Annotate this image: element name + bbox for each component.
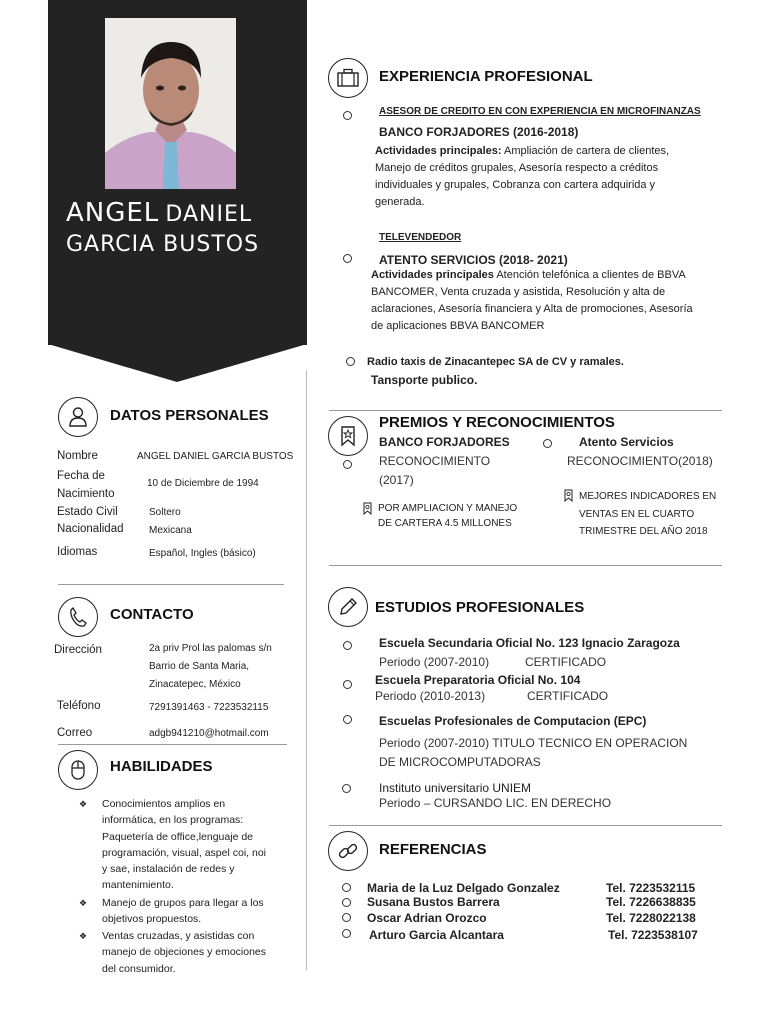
award-badge-icon bbox=[564, 489, 573, 507]
diamond-bullet-icon: ❖ bbox=[79, 799, 88, 809]
bullet-icon bbox=[343, 460, 352, 469]
study-period: Periodo (2010-2013) bbox=[375, 689, 486, 703]
skill-text: Ventas cruzadas, y asistidas con manejo de objeciones y emociones del consumidor. bbox=[102, 930, 267, 975]
email-value[interactable]: adgb941210@hotmail.com bbox=[149, 728, 269, 739]
bullet-icon bbox=[343, 254, 352, 263]
skill-text: Conocimientos amplios en informática, en los programas: Paquetería de office,lenguaje de programación, visual, aspel coi, noi y sae, instalación de redes y mantenimiento. bbox=[102, 798, 267, 892]
birth-value: 10 de Diciembre de 1994 bbox=[147, 478, 259, 489]
person-icon bbox=[58, 397, 98, 437]
skill-item bbox=[79, 796, 274, 894]
study-period: DE MICROCOMPUTADORAS bbox=[379, 755, 541, 769]
languages-label: Idiomas bbox=[57, 546, 98, 558]
references-title: REFERENCIAS bbox=[379, 841, 487, 858]
phone-icon bbox=[58, 597, 98, 637]
name-line-1 bbox=[66, 198, 252, 228]
banner-tip bbox=[48, 344, 307, 382]
diamond-bullet-icon: ❖ bbox=[79, 931, 88, 941]
school-name: Escuelas Profesionales de Computacion (EPC) bbox=[379, 714, 647, 728]
job-activities bbox=[371, 267, 706, 335]
reference-name: Susana Bustos Barrera bbox=[367, 895, 500, 909]
nationality-label: Nacionalidad bbox=[57, 523, 124, 535]
award-icon bbox=[328, 416, 368, 456]
job-detail: Tansporte publico. bbox=[371, 373, 478, 387]
birth-label-2: Nacimiento bbox=[57, 488, 115, 500]
award-desc: POR AMPLIACION Y MANEJO DE CARTERA 4.5 MILLONES bbox=[378, 503, 518, 529]
experience-title: EXPERIENCIA PROFESIONAL bbox=[379, 68, 593, 85]
skills-title: HABILIDADES bbox=[110, 758, 213, 775]
activities-text: Atención telefónica a clientes de BBVA BANCOMER, Venta cruzada y asistida, Resolución y alta de aclaraciones, Asesoría financiera y Alta de promociones, Asesoría de aplicaciones BBVA BANCOMER bbox=[371, 269, 693, 332]
study-period: Periodo – CURSANDO LIC. EN DERECHO bbox=[379, 796, 612, 810]
job-company: ATENTO SERVICIOS (2018- 2021) bbox=[379, 253, 568, 267]
mouse-icon bbox=[58, 750, 98, 790]
study-result: CERTIFICADO bbox=[527, 689, 609, 703]
bullet-icon bbox=[343, 641, 352, 650]
studies-title: ESTUDIOS PROFESIONALES bbox=[375, 599, 585, 616]
school-name: Escuela Secundaria Oficial No. 123 Ignacio Zaragoza bbox=[379, 636, 680, 650]
reference-name: Maria de la Luz Delgado Gonzalez bbox=[367, 881, 560, 895]
bullet-icon bbox=[343, 715, 352, 724]
civil-label: Estado Civil bbox=[57, 506, 118, 518]
job-company: Radio taxis de Zinacantepec SA de CV y ramales. bbox=[367, 356, 624, 368]
skill-item bbox=[79, 895, 272, 928]
study-period: Periodo (2007-2010) TITULO TECNICO EN OPERACION bbox=[379, 736, 688, 750]
school-name: Instituto universitario UNIEM bbox=[379, 781, 532, 795]
address-line: Zinacatepec, México bbox=[149, 679, 241, 690]
bullet-icon bbox=[342, 913, 351, 922]
award-badge-icon bbox=[363, 502, 372, 520]
award-year: (2017) bbox=[379, 473, 414, 487]
awards-title: PREMIOS Y RECONOCIMIENTOS bbox=[379, 414, 615, 431]
reference-name: Arturo Garcia Alcantara bbox=[369, 928, 504, 942]
award-type: RECONOCIMIENTO bbox=[379, 454, 491, 468]
award-org: BANCO FORJADORES bbox=[379, 435, 510, 449]
divider bbox=[58, 584, 284, 585]
award-desc: MEJORES INDICADORES EN VENTAS EN EL CUARTO TRIMESTRE DEL AÑO 2018 bbox=[579, 491, 717, 537]
activities-label: Actividades principales: bbox=[375, 145, 502, 157]
name-value: ANGEL DANIEL GARCIA BUSTOS bbox=[137, 451, 294, 462]
bullet-icon bbox=[342, 883, 351, 892]
phone-label: Teléfono bbox=[57, 700, 101, 712]
address-line: Barrio de Santa Maria, bbox=[149, 661, 250, 672]
activities-text: Ampliación de cartera de clientes, Manejo de créditos grupales, Asesoría respecto a créditos individuales y grupales, Cobranza con cartera adquirida y generada. bbox=[375, 145, 670, 208]
bullet-icon bbox=[342, 898, 351, 907]
job-company: BANCO FORJADORES (2016-2018) bbox=[379, 125, 579, 139]
divider bbox=[58, 744, 287, 745]
bullet-icon bbox=[342, 784, 351, 793]
first-name: ANGEL bbox=[66, 198, 160, 228]
nationality-value: Mexicana bbox=[149, 525, 192, 536]
civil-value: Soltero bbox=[149, 507, 181, 518]
link-icon bbox=[328, 831, 368, 871]
column-divider bbox=[306, 370, 307, 970]
bullet-icon bbox=[343, 111, 352, 120]
languages-value: Español, Ingles (básico) bbox=[149, 548, 256, 559]
address-line: 2a priv Prol las palomas s/n bbox=[149, 643, 272, 654]
personal-title: DATOS PERSONALES bbox=[110, 407, 269, 424]
bullet-icon bbox=[343, 680, 352, 689]
reference-phone: Tel. 7228022138 bbox=[606, 911, 696, 925]
briefcase-icon bbox=[328, 58, 368, 98]
bullet-icon bbox=[342, 929, 351, 938]
pencil-icon bbox=[328, 587, 368, 627]
skill-item bbox=[79, 928, 274, 977]
divider bbox=[329, 410, 722, 411]
divider bbox=[329, 565, 722, 566]
contact-title: CONTACTO bbox=[110, 606, 194, 623]
middle-name: DANIEL bbox=[165, 202, 253, 227]
bullet-icon bbox=[346, 357, 355, 366]
profile-photo bbox=[105, 18, 236, 189]
name-label: Nombre bbox=[57, 450, 98, 462]
address-label: Dirección bbox=[54, 644, 102, 656]
skill-text: Manejo de grupos para llegar a los objetivos propuestos. bbox=[102, 897, 264, 926]
reference-phone: Tel. 7223538107 bbox=[608, 928, 698, 942]
award-type: RECONOCIMIENTO(2018) bbox=[567, 454, 713, 468]
birth-label-1: Fecha de bbox=[57, 470, 105, 482]
reference-phone: Tel. 7226638835 bbox=[606, 895, 696, 909]
reference-phone: Tel. 7223532115 bbox=[606, 881, 696, 895]
email-label: Correo bbox=[57, 727, 93, 739]
last-name: GARCIA BUSTOS bbox=[66, 232, 260, 257]
bullet-icon bbox=[543, 439, 552, 448]
reference-name: Oscar Adrian Orozco bbox=[367, 911, 487, 925]
school-name: Escuela Preparatoria Oficial No. 104 bbox=[375, 673, 581, 687]
study-result: CERTIFICADO bbox=[525, 655, 607, 669]
job-activities bbox=[375, 143, 705, 211]
award-org: Atento Servicios bbox=[579, 435, 674, 449]
activities-label: Actividades principales bbox=[371, 269, 494, 281]
diamond-bullet-icon: ❖ bbox=[79, 898, 88, 908]
job-position: TELEVENDEDOR bbox=[379, 232, 462, 243]
divider bbox=[329, 825, 722, 826]
study-period: Periodo (2007-2010) bbox=[379, 655, 490, 669]
job-position: ASESOR DE CREDITO EN CON EXPERIENCIA EN MICROFINANZAS bbox=[379, 106, 701, 117]
phone-value: 7291391463 - 7223532115 bbox=[149, 702, 269, 713]
